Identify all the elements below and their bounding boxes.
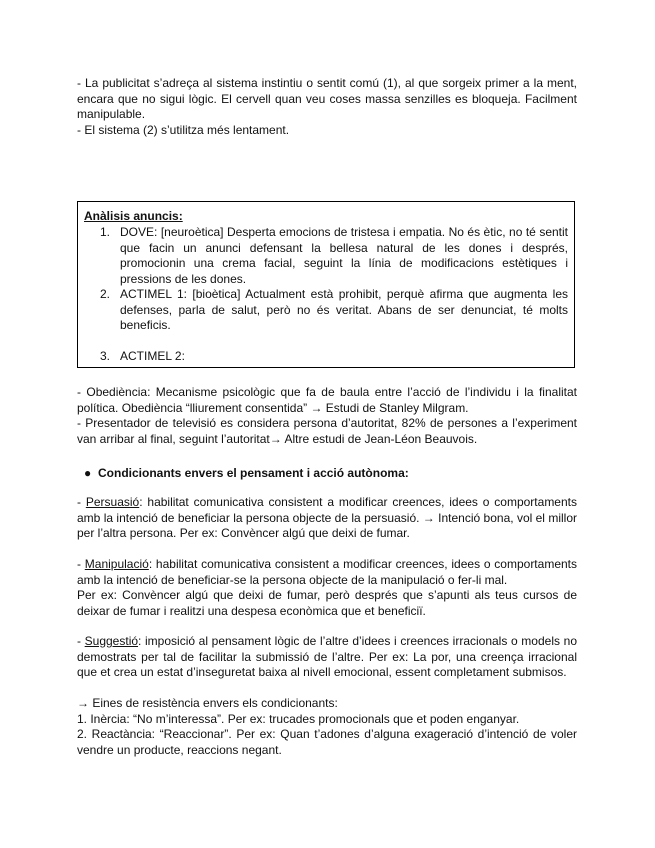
suggestio-text: : imposició al pensament lògic de l’altre d’idees i creences irracionals o models no demostrats per tal de facilitar la submissió de l’altre. Per ex: La por, una creença irracional que et crea un estat d’inseguretat baixa al nivell emocional, essent completament submisos. [77,634,577,679]
intro-paragraph-1: - La publicitat s’adreça al sistema instintiu o sentit comú (1), al que sorgeix primer a la ment, encara que no sigui lògic. El cervell quan veu coses massa senzilles es bloqueja. Facilment manipulable. [77,76,577,121]
bullet-icon: ● [84,466,92,480]
manipulacio-example: Per ex: Convèncer algú que deixi de fumar, però després que s’apunti als teus cursos de deixar de fumar i realitzi una despesa econòmica que et beneficiï. [77,588,577,618]
persuasio-section [77,495,577,542]
persuasio-paragraph: - Persuasió: habilitat comunicativa consistent a modificar creences, idees o comportaments amb la intenció de beneficiar la persona objecte de la persuasió. → Intenció bona, vol el millor per l’altra persona. Per ex: Convèncer algú que deixi de fumar. [77,495,577,540]
ad-analysis-box [77,201,575,368]
suggestio-term: Suggestió [84,634,139,648]
ad-item-1 [100,225,568,287]
persuasio-term: Persuasió [85,495,140,509]
manipulacio-term: Manipulació [84,557,149,571]
heading-text: Condicionants envers el pensament i acció autònoma: [98,466,409,480]
item-number: 1. [100,225,111,239]
ad-item-text: ACTIMEL 1: [bioètica] Actualment està prohibit, perquè afirma que augmenta les defenses, parla de salut, però no és veritat. Abans de ser denunciat, té molts beneficis. [120,287,568,332]
suggestio-section [77,634,577,681]
manipulacio-paragraph: - Manipulació: habilitat comunicativa consistent a modificar creences, idees o comportaments amb la intenció de beneficiar-se la persona objecte de la manipulació o fer-li mal. [77,557,577,587]
resistance-item-1: 1. Inèrcia: “No m’interessa”. Per ex: trucades promocionals que et poden enganyar. [77,711,520,726]
obedience-paragraph-1: - Obediència: Mecanisme psicològic que fa de baula entre l’acció de l’individu i la finalitat política. Obediència “lliurement consentida” → Estudi de Stanley Milgram. [77,385,577,415]
box-title: Anàlisis anuncis: [84,209,183,223]
persuasio-text: : habilitat comunicativa consistent a modificar creences, idees o comportaments amb la intenció de beneficiar la persona objecte de la persuasió. → Intenció bona, vol el millor per l’altra persona. Per ex: Convèncer algú que deixi de fumar. [77,495,577,540]
ad-item-2 [100,287,568,334]
intro-paragraph-2: - El sistema (2) s’utilitza més lentament. [77,122,290,137]
ad-item-text: ACTIMEL 2: [120,349,185,363]
obedience-section [77,385,577,447]
intro-section [77,76,577,138]
item-number: 2. [100,287,111,301]
manipulacio-text: : habilitat comunicativa consistent a modificar creences, idees o comportaments amb la intenció de beneficiar-se la persona objecte de la manipulació o fer-li mal. [77,557,577,587]
ad-item-3 [100,349,568,365]
resistance-item-2: 2. Reactància: “Reaccionar”. Per ex: Quan t’adones d’alguna exageració d’intenció de voler vendre un producte, reaccions negant. [77,727,577,757]
item-number: 3. [100,349,111,363]
suggestio-paragraph: - Suggestió: imposició al pensament lògic de l’altre d’idees i creences irracionals o models no demostrats per tal de facilitar la submissió de l’altre. Per ex: La por, una creença irracional que et crea un estat d’inseguretat baixa al nivell emocional, essent completament submisos. [77,634,577,679]
section-heading [84,466,409,480]
resistance-title: → Eines de resistència envers els condicionants: [77,696,338,710]
manipulacio-section [77,557,577,619]
obedience-paragraph-2: - Presentador de televisió es considera persona d’autoritat, 82% de persones a l’experiment van arribar al final, seguint l’autoritat→ Altre estudi de Jean-Léon Beauvois. [77,416,577,446]
ad-item-text: DOVE: [neuroètica] Desperta emocions de tristesa i empatia. No és ètic, no té sentit que facin un anunci defensant la bellesa natural de les dones i després, promocionin una crema facial, seguint la línia de modificacions estètiques i pressions de les dones. [120,225,568,286]
resistance-section [77,696,577,758]
